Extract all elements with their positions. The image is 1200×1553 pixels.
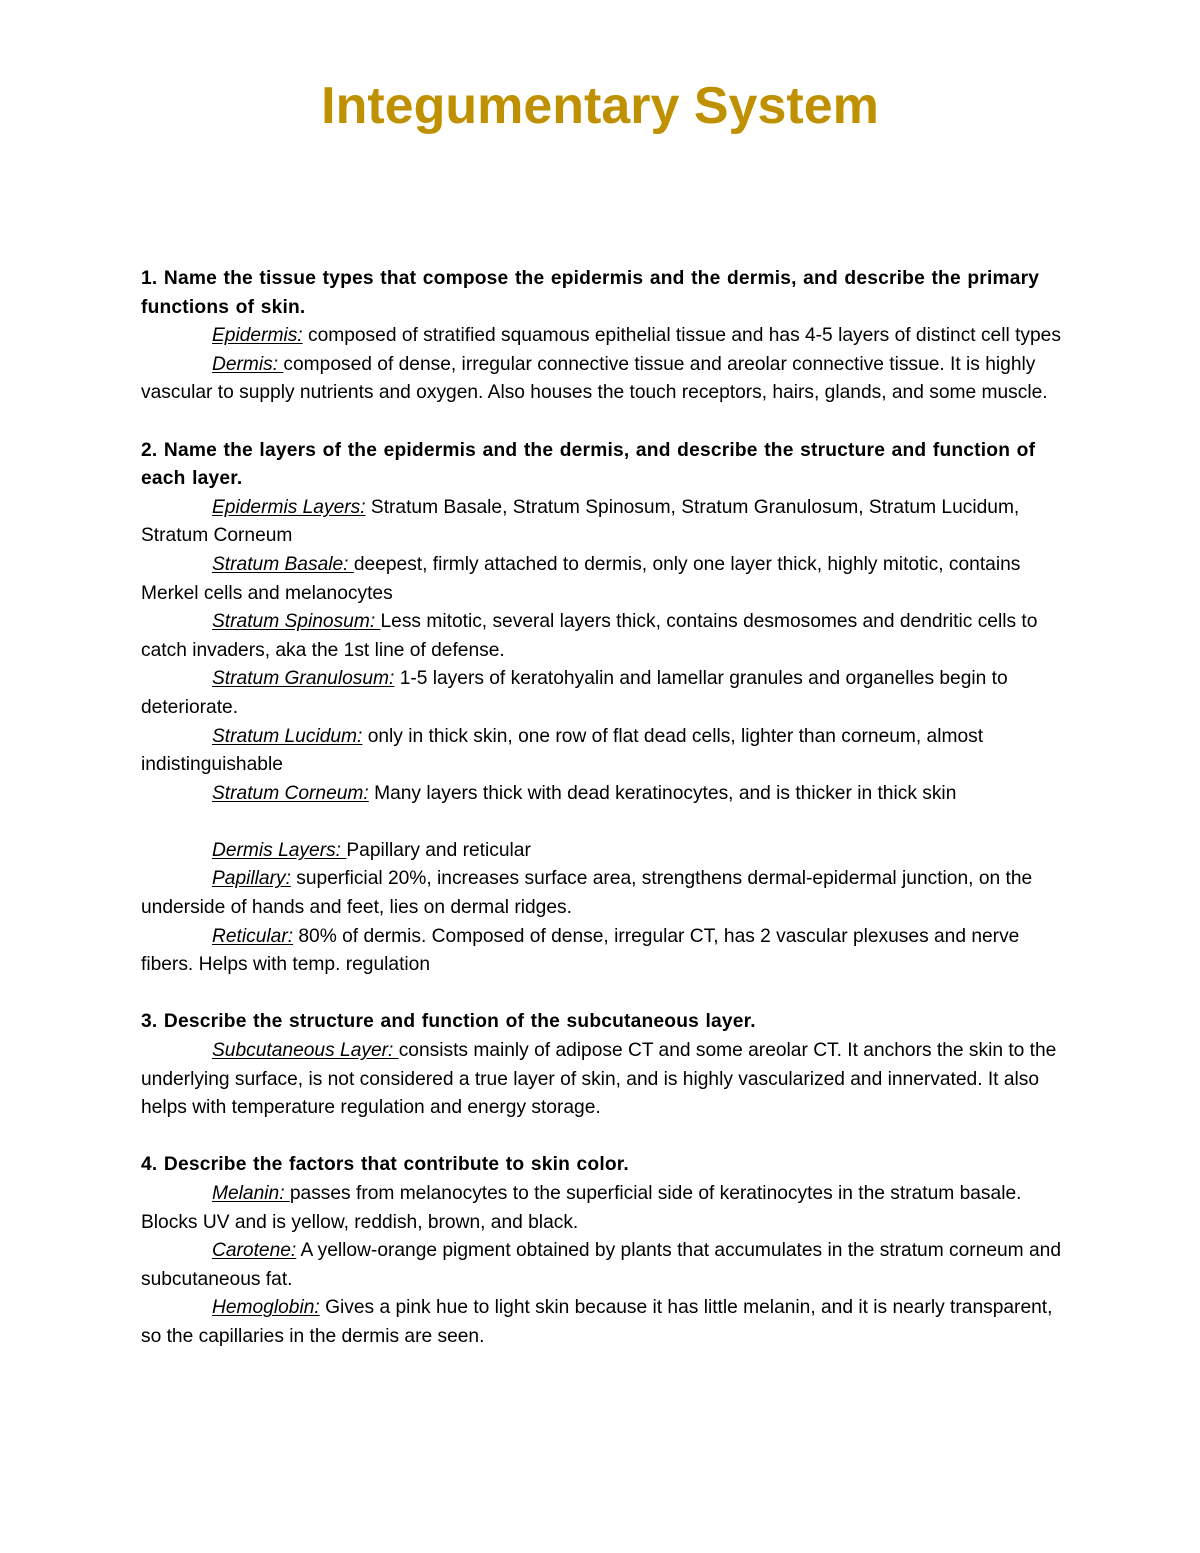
term-subcutaneous-layer: Subcutaneous Layer: — [212, 1040, 399, 1062]
text-hemoglobin: Gives a pink hue to light skin because it has little melanin, and it is nearly transparent, so the capillaries in the dermis are seen. — [141, 1297, 1053, 1347]
answer-dermis-layers — [141, 837, 1066, 866]
spacer — [141, 808, 1066, 837]
text-carotene: A yellow-orange pigment obtained by plants that accumulates in the stratum corneum and subcutaneous fat. — [141, 1240, 1062, 1290]
text-stratum-granulosum: 1-5 layers of keratohyalin and lamellar granules and organelles begin to deteriorate. — [141, 668, 1008, 718]
term-stratum-spinosum: Stratum Spinosum: — [212, 611, 381, 633]
answer-reticular — [141, 923, 1066, 980]
term-hemoglobin: Hemoglobin: — [212, 1297, 320, 1319]
text-melanin: passes from melanocytes to the superficial side of keratinocytes in the stratum basale. Blocks UV and is yellow, reddish, brown, and black. — [141, 1183, 1022, 1233]
spacer — [141, 980, 1066, 1009]
text-dermis: composed of dense, irregular connective tissue and areolar connective tissue. It is highly vascular to supply nutrients and oxygen. Also houses the touch receptors, hairs, glands, and some muscle. — [141, 353, 1048, 404]
term-dermis: Dermis: — [212, 353, 284, 375]
text-subcutaneous-layer: consists mainly of adipose CT and some areolar CT. It anchors the skin to the underlying surface, is not considered a true layer of skin, and is highly vascularized and innervated. It also helps with temperature regulation and energy storage. — [141, 1040, 1057, 1119]
text-stratum-spinosum: Less mitotic, several layers thick, contains desmosomes and dendritic cells to catch invaders, aka the 1st line of defense. — [141, 611, 1038, 661]
answer-stratum-spinosum — [141, 608, 1066, 665]
text-stratum-lucidum: only in thick skin, one row of flat dead cells, lighter than corneum, almost indistinguishable — [141, 725, 984, 776]
term-reticular: Reticular: — [212, 925, 294, 947]
answer-papillary — [141, 865, 1066, 922]
question-2: 2. Name the layers of the epidermis and the dermis, and describe the structure and function of each layer. — [141, 439, 1036, 490]
term-epidermis: Epidermis: — [212, 325, 303, 347]
answer-stratum-basale — [141, 551, 1066, 608]
term-stratum-lucidum: Stratum Lucidum: — [212, 725, 363, 747]
text-reticular: 80% of dermis. Composed of dense, irregular CT, has 2 vascular plexuses and nerve fibers. Helps with temp. regulation — [141, 925, 1020, 976]
question-4: 4. Describe the factors that contribute to skin color. — [141, 1154, 629, 1176]
term-carotene: Carotene: — [212, 1240, 297, 1262]
question-3: 3. Describe the structure and function of the subcutaneous layer. — [141, 1011, 756, 1033]
answer-melanin — [141, 1180, 1066, 1237]
answer-epidermis — [141, 322, 1066, 351]
term-papillary: Papillary: — [212, 868, 291, 890]
text-papillary: superficial 20%, increases surface area, strengthens dermal-epidermal junction, on the underside of hands and feet, lies on dermal ridges. — [141, 868, 1033, 919]
spacer — [141, 408, 1066, 437]
text-epidermis: composed of stratified squamous epithelial tissue and has 4-5 layers of distinct cell types — [302, 325, 1061, 347]
term-stratum-basale: Stratum Basale: — [212, 553, 354, 575]
answer-hemoglobin — [141, 1294, 1066, 1351]
spacer — [141, 1123, 1066, 1152]
term-stratum-granulosum: Stratum Granulosum: — [212, 668, 395, 690]
text-stratum-corneum: Many layers thick with dead keratinocytes, and is thicker in thick skin — [368, 782, 957, 804]
answer-carotene — [141, 1237, 1066, 1294]
term-dermis-layers: Dermis Layers: — [212, 839, 347, 861]
answer-stratum-granulosum — [141, 665, 1066, 722]
answer-stratum-corneum — [141, 780, 1066, 809]
text-dermis-layers: Papillary and reticular — [346, 839, 531, 861]
answer-dermis — [141, 351, 1066, 408]
document-title: Integumentary System — [321, 77, 879, 135]
question-1: 1. Name the tissue types that compose the epidermis and the dermis, and describe the primary functions of skin. — [141, 268, 1040, 318]
answer-subcutaneous-layer — [141, 1037, 1066, 1123]
answer-stratum-lucidum — [141, 723, 1066, 780]
document-body — [141, 265, 1066, 1352]
answer-epidermis-layers — [141, 494, 1066, 551]
term-epidermis-layers: Epidermis Layers: — [212, 496, 366, 518]
text-stratum-basale: deepest, firmly attached to dermis, only one layer thick, highly mitotic, contains Merkel cells and melanocytes — [141, 553, 1021, 604]
term-melanin: Melanin: — [212, 1183, 290, 1204]
text-epidermis-layers: Stratum Basale, Stratum Spinosum, Stratum Granulosum, Stratum Lucidum, Stratum Corneum — [141, 496, 1020, 547]
term-stratum-corneum: Stratum Corneum: — [212, 782, 369, 804]
